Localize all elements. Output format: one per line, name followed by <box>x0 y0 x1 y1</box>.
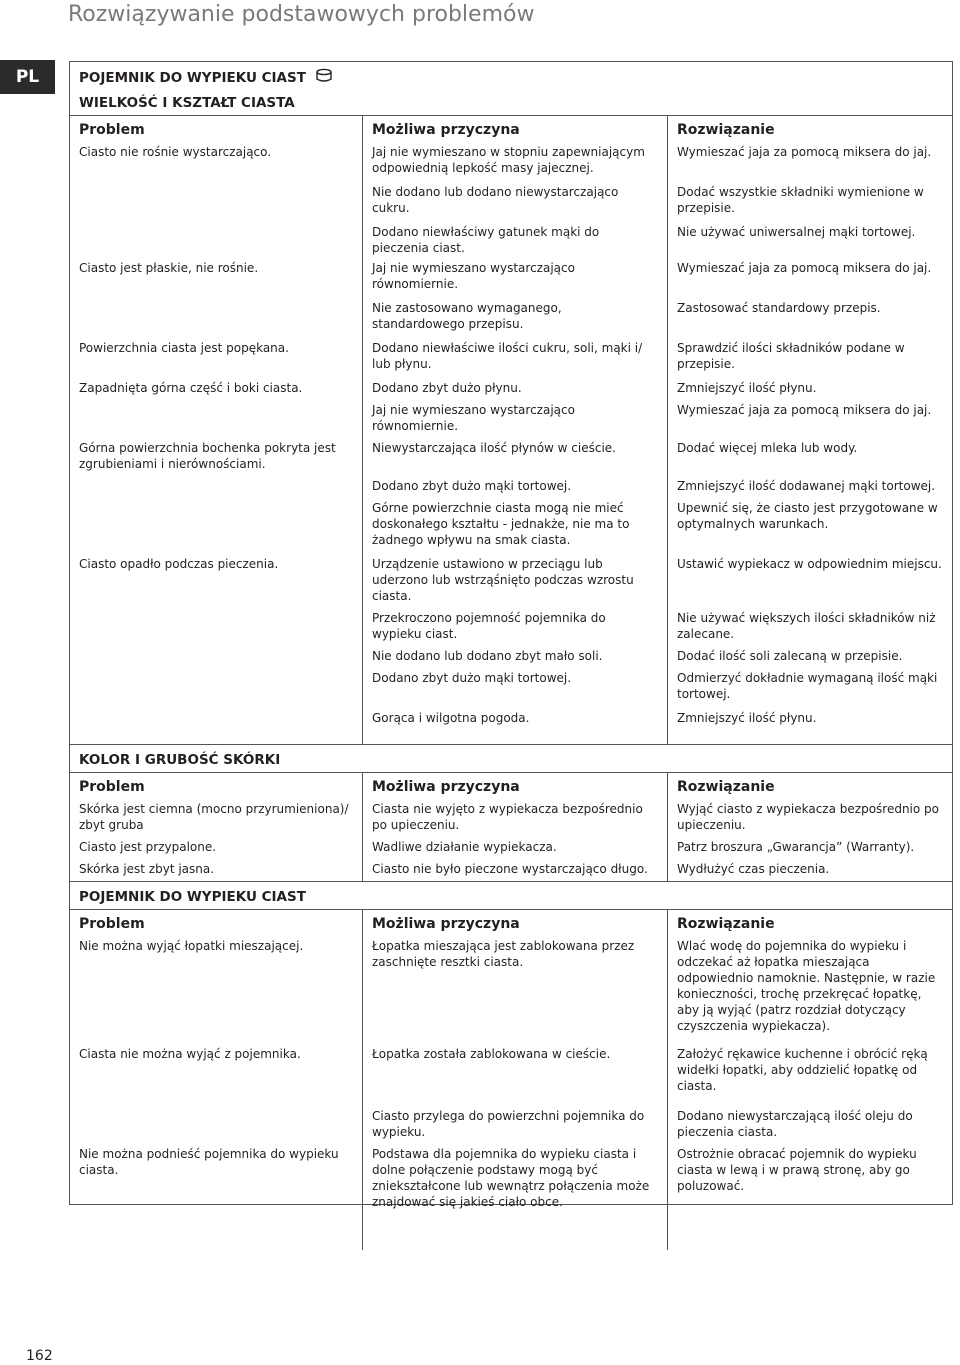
troubleshooting-table <box>70 61 952 1250</box>
cause-cell: Ciasto przylega do powierzchni pojemnika do wypieku. <box>362 1106 668 1144</box>
header-problem: Problem <box>70 115 362 142</box>
problem-cell: Powierzchnia ciasta jest popękana. <box>79 341 289 355</box>
solution-cell: Ustawić wypiekacz w odpowiednim miejscu. <box>677 557 942 571</box>
cause-cell: Dodano niewłaściwy gatunek mąki do pieczenia ciast. <box>362 222 668 258</box>
problem-cell <box>70 400 362 438</box>
page-title: Rozwiązywanie podstawowych problemów <box>68 2 535 27</box>
cause-cell: Łopatka mieszająca jest zablokowana przez zaschnięte resztki ciasta. <box>362 936 668 1044</box>
solution-cell: Dodać ilość soli zalecaną w przepisie. <box>677 649 903 663</box>
problem-cell: Skórka jest zbyt jasna. <box>79 862 215 876</box>
solution-cell: Wymieszać jaja za pomocą miksera do jaj. <box>677 145 932 159</box>
cause-cell: Wadliwe działanie wypiekacza. <box>362 837 668 859</box>
problem-cell: Ciasto jest płaskie, nie rośnie. <box>79 261 259 275</box>
solution-cell: Wlać wodę do pojemnika do wypieku i odczekać aż łopatka mieszająca odpowiednio namoknie. Następnie, w razie konieczności, trochę przekręcać łopatkę, aby ją wyjąć (patrz rozdział dotyczący czyszczenia wypiekacza). <box>677 939 936 1033</box>
cause-cell: Łopatka została zablokowana w cieście. <box>362 1044 668 1106</box>
solution-cell: Nie używać uniwersalnej mąki tortowej. <box>677 225 916 239</box>
solution-cell: Zmniejszyć ilość płynu. <box>677 381 817 395</box>
cake-pan-icon <box>315 68 333 84</box>
header-cause: Możliwa przyczyna <box>362 115 668 142</box>
solution-cell: Wymieszać jaja za pomocą miksera do jaj. <box>677 403 932 417</box>
cause-cell: Urządzenie ustawiono w przeciągu lub uderzono lub wstrząśnięto podczas wzrostu ciasta. <box>362 554 668 608</box>
solution-cell: Wyjąć ciasto z wypiekacza bezpośrednio po upieczeniu. <box>677 802 940 832</box>
header-problem: Problem <box>70 772 362 799</box>
cause-cell: Dodano niewłaściwe ilości cukru, soli, mąki i/ lub płynu. <box>362 338 668 378</box>
problem-cell: Skórka jest ciemna (mocno przyrumieniona)/ zbyt gruba <box>79 802 349 832</box>
header-solution: Rozwiązanie <box>668 115 952 142</box>
problem-cell <box>70 1106 362 1144</box>
problem-cell <box>70 668 362 708</box>
cause-cell: Nie zastosowano wymaganego, standardowego przepisu. <box>362 298 668 338</box>
cause-cell: Jaj nie wymieszano wystarczająco równomiernie. <box>362 400 668 438</box>
problem-cell: Ciasto nie rośnie wystarczająco. <box>79 145 272 159</box>
cause-cell: Jaj nie wymieszano wystarczająco równomiernie. <box>362 258 668 298</box>
cause-cell: Dodano zbyt dużo mąki tortowej. <box>362 668 668 708</box>
solution-cell: Wymieszać jaja za pomocą miksera do jaj. <box>677 261 932 275</box>
solution-cell: Patrz broszura „Gwarancja” (Warranty). <box>677 840 915 854</box>
subsection-title-size-shape: WIELKOŚĆ I KSZTAŁT CIASTA <box>79 95 295 111</box>
cause-cell: Podstawa dla pojemnika do wypieku ciasta i dolne połączenie podstawy mogą być zniekształcone lub wewnątrz połączenia może znajdować się jakieś ciało obce. <box>362 1144 668 1250</box>
solution-cell: Ostrożnie obracać pojemnik do wypieku ciasta w lewą i w prawą stronę, aby go poluzować. <box>677 1147 917 1193</box>
problem-cell: Nie można wyjąć łopatki mieszającej. <box>79 939 304 953</box>
problem-cell: Zapadnięta górna część i boki ciasta. <box>79 381 303 395</box>
cause-cell: Nie dodano lub dodano zbyt mało soli. <box>362 646 668 668</box>
cause-cell: Niewystarczająca ilość płynów w cieście. <box>362 438 668 476</box>
solution-cell: Upewnić się, że ciasto jest przygotowane w optymalnych warunkach. <box>677 501 938 531</box>
header-cause: Możliwa przyczyna <box>362 909 668 936</box>
page-number: 162 <box>26 1348 53 1364</box>
solution-cell: Wydłużyć czas pieczenia. <box>677 862 830 876</box>
cause-cell: Gorąca i wilgotna pogoda. <box>362 708 668 744</box>
problem-cell <box>70 298 362 338</box>
cause-cell: Ciasta nie wyjęto z wypiekacza bezpośrednio po upieczeniu. <box>362 799 668 837</box>
language-tab: PL <box>0 60 55 94</box>
cause-cell: Jaj nie wymieszano w stopniu zapewniającym odpowiednią lepkość masy jajecznej. <box>362 142 668 182</box>
solution-cell: Założyć rękawice kuchenne i obrócić ręką widełki łopatki, aby oddzielić łopatkę od ciasta. <box>677 1047 928 1093</box>
cause-cell: Dodano zbyt dużo płynu. <box>362 378 668 400</box>
header-solution: Rozwiązanie <box>668 909 952 936</box>
cause-cell: Dodano zbyt dużo mąki tortowej. <box>362 476 668 498</box>
solution-cell: Zmniejszyć ilość płynu. <box>677 711 817 725</box>
section-title-crust: KOLOR I GRUBOŚĆ SKÓRKI <box>70 744 952 772</box>
problem-cell: Ciasto jest przypalone. <box>79 840 217 854</box>
problem-cell <box>70 646 362 668</box>
problem-cell: Ciasta nie można wyjąć z pojemnika. <box>79 1047 301 1061</box>
problem-cell <box>70 222 362 258</box>
problem-cell <box>70 498 362 554</box>
problem-cell <box>70 476 362 498</box>
cause-cell: Przekroczono pojemność pojemnika do wypieku ciast. <box>362 608 668 646</box>
problem-cell <box>70 182 362 222</box>
header-problem: Problem <box>70 909 362 936</box>
cause-cell: Ciasto nie było pieczone wystarczająco długo. <box>362 859 668 881</box>
problem-cell: Ciasto opadło podczas pieczenia. <box>79 557 279 571</box>
section-title-text: POJEMNIK DO WYPIEKU CIAST <box>79 70 306 86</box>
cause-cell: Nie dodano lub dodano niewystarczająco cukru. <box>362 182 668 222</box>
solution-cell: Dodać wszystkie składniki wymienione w przepisie. <box>677 185 924 215</box>
solution-cell: Nie używać większych ilości składników niż zalecane. <box>677 611 936 641</box>
section-title-baking-pan <box>70 61 952 90</box>
problem-cell: Górna powierzchnia bochenka pokryta jest zgrubieniami i nierównościami. <box>79 441 336 471</box>
solution-cell: Zmniejszyć ilość dodawanej mąki tortowej. <box>677 479 936 493</box>
problem-cell <box>70 608 362 646</box>
problem-cell <box>70 708 362 744</box>
cause-cell: Górne powierzchnie ciasta mogą nie mieć doskonałego kształtu - jednakże, nie ma to żadnego wpływu na smak ciasta. <box>362 498 668 554</box>
solution-cell: Zastosować standardowy przepis. <box>677 301 881 315</box>
solution-cell: Dodano niewystarczającą ilość oleju do pieczenia ciasta. <box>677 1109 913 1139</box>
solution-cell: Dodać więcej mleka lub wody. <box>677 441 858 455</box>
problem-cell: Nie można podnieść pojemnika do wypieku ciasta. <box>79 1147 339 1177</box>
header-cause: Możliwa przyczyna <box>362 772 668 799</box>
section-title-baking-pan-2: POJEMNIK DO WYPIEKU CIAST <box>70 881 952 909</box>
solution-cell: Sprawdzić ilości składników podane w przepisie. <box>677 341 905 371</box>
solution-cell: Odmierzyć dokładnie wymaganą ilość mąki tortowej. <box>677 671 938 701</box>
header-solution: Rozwiązanie <box>668 772 952 799</box>
